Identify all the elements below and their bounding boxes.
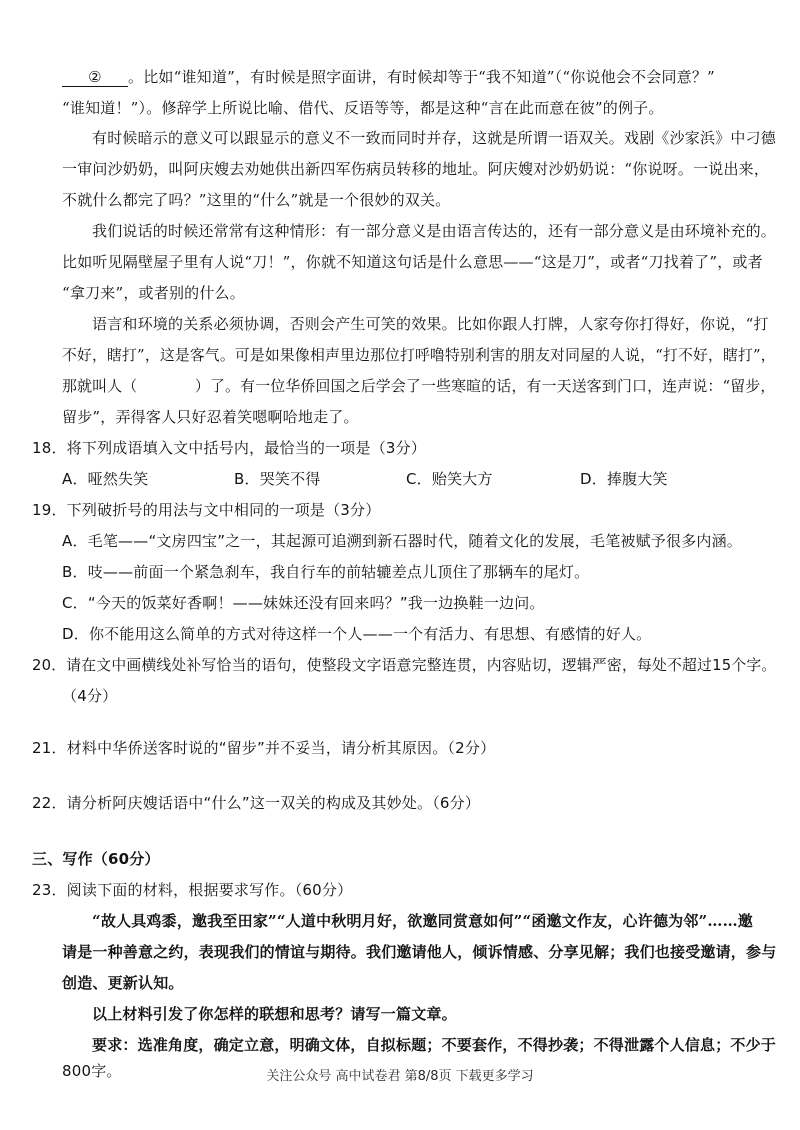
question-18-stem: 18．将下列成语填入文中括号内，最恰当的一项是（3分） [32,439,427,457]
writing-material-line: 请是一种善意之约，表现我们的情谊与期待。我们邀请他人，倾诉情感、分享见解；我们也接受邀请，参与 [62,943,777,961]
passage-line: “谁知道！”）。修辞学上所说比喻、借代、反语等等，都是这种“言在此而意在彼”的例子。 [62,99,664,117]
answer-blank-2: ② [62,68,128,87]
question-20-score: （4分） [62,687,118,705]
passage-line: 不就什么都完了吗？”这里的“什么”就是一个很妙的双关。 [62,191,451,209]
question-23-stem: 23．阅读下面的材料，根据要求写作。（60分） [32,881,353,899]
passage-line: 一审问沙奶奶，叫阿庆嫂去劝她供出新四军伤病员转移的地址。阿庆嫂对沙奶奶说：“你说呀。一说出来， [62,160,770,178]
passage-line: 比如听见隔壁屋子里有人说“刀！”，你就不知道这句话是什么意思——“这是刀”，或者“刀找着了”，或者 [62,253,763,271]
writing-requirements: 要求：选准角度，确定立意，明确文体，自拟标题；不要套作，不得抄袭；不得泄露个人信息；不少于 [92,1036,777,1054]
page-footer: 关注公众号 高中试卷君 第8/8页 下载更多学习 [266,1069,534,1084]
question-19-stem: 19．下列破折号的用法与文中相同的一项是（3分） [32,501,381,519]
passage-line: 语言和环境的关系必须协调，否则会产生可笑的效果。比如你跟人打牌，人家夸你打得好，你说，“打 [92,315,769,333]
question-18-option-b: B．哭笑不得 [234,470,321,488]
question-22-stem: 22．请分析阿庆嫂话语中“什么”这一双关的构成及其妙处。（6分） [32,794,481,812]
question-18-option-c: C．贻笑大方 [406,470,493,488]
question-19-option-d: D．你不能用这么简单的方式对待这样一个人——一个有活力、有思想、有感情的好人。 [62,625,652,643]
writing-material-line: “故人具鸡黍，邀我至田家”“人道中秋明月好，欲邀同赏意如何”“函邀文作友，心许德为邻”……邀 [92,912,753,930]
question-21-stem: 21．材料中华侨送客时说的“留步”并不妥当，请分析其原因。（2分） [32,739,496,757]
passage-line: “拿刀来”，或者别的什么。 [62,284,245,302]
passage-text: 那就叫人（ [62,377,138,395]
question-19-option-a: A．毛笔——“文房四宝”之一，其起源可追溯到新石器时代，随着文化的发展，毛笔被赋予很多内涵。 [62,532,743,550]
passage-line [62,66,715,88]
passage-line [62,375,776,397]
question-20-stem: 20．请在文中画横线处补写恰当的语句，使整段文字语意完整连贯，内容贴切，逻辑严密，每处不超过15个字。 [32,656,777,674]
passage-text: ）了。有一位华侨回国之后学会了一些寒暄的话，有一天送客到门口，连声说：“留步， [194,377,776,395]
question-18-option-d: D．捧腹大笑 [580,470,668,488]
writing-section-title: 三、写作（60分） [32,850,160,868]
question-18-option-a: A．哑然失笑 [62,470,149,488]
question-19-option-c: C．“今天的饭菜好香啊！——妹妹还没有回来吗？”我一边换鞋一边问。 [62,594,545,612]
passage-text: 。比如“谁知道”，有时候是照字面讲，有时候却等于“我不知道”（“你说他会不会同意？” [128,68,715,86]
question-19-option-b: B．吱——前面一个紧急刹车，我自行车的前轱辘差点儿顶住了那辆车的尾灯。 [62,563,590,581]
writing-requirements-cont: 800字。 [62,1062,122,1080]
passage-line: 不好，瞎打”，这是客气。可是如果像相声里边那位打呼噜特别利害的朋友对同屋的人说，“打不好，瞎打”， [62,346,776,364]
writing-material-line: 创造、更新认知。 [62,974,184,992]
passage-line: 我们说话的时候还常常有这种情形：有一部分意义是由语言传达的，还有一部分意义是由环境补充的。 [92,222,777,240]
writing-prompt: 以上材料引发了你怎样的联想和思考？请写一篇文章。 [92,1005,457,1023]
passage-line: 有时候暗示的意义可以跟显示的意义不一致而同时并存，这就是所谓一语双关。戏剧《沙家浜》中刁德 [92,129,777,147]
passage-line: 留步”，弄得客人只好忍着笑嗯啊哈地走了。 [62,408,359,426]
